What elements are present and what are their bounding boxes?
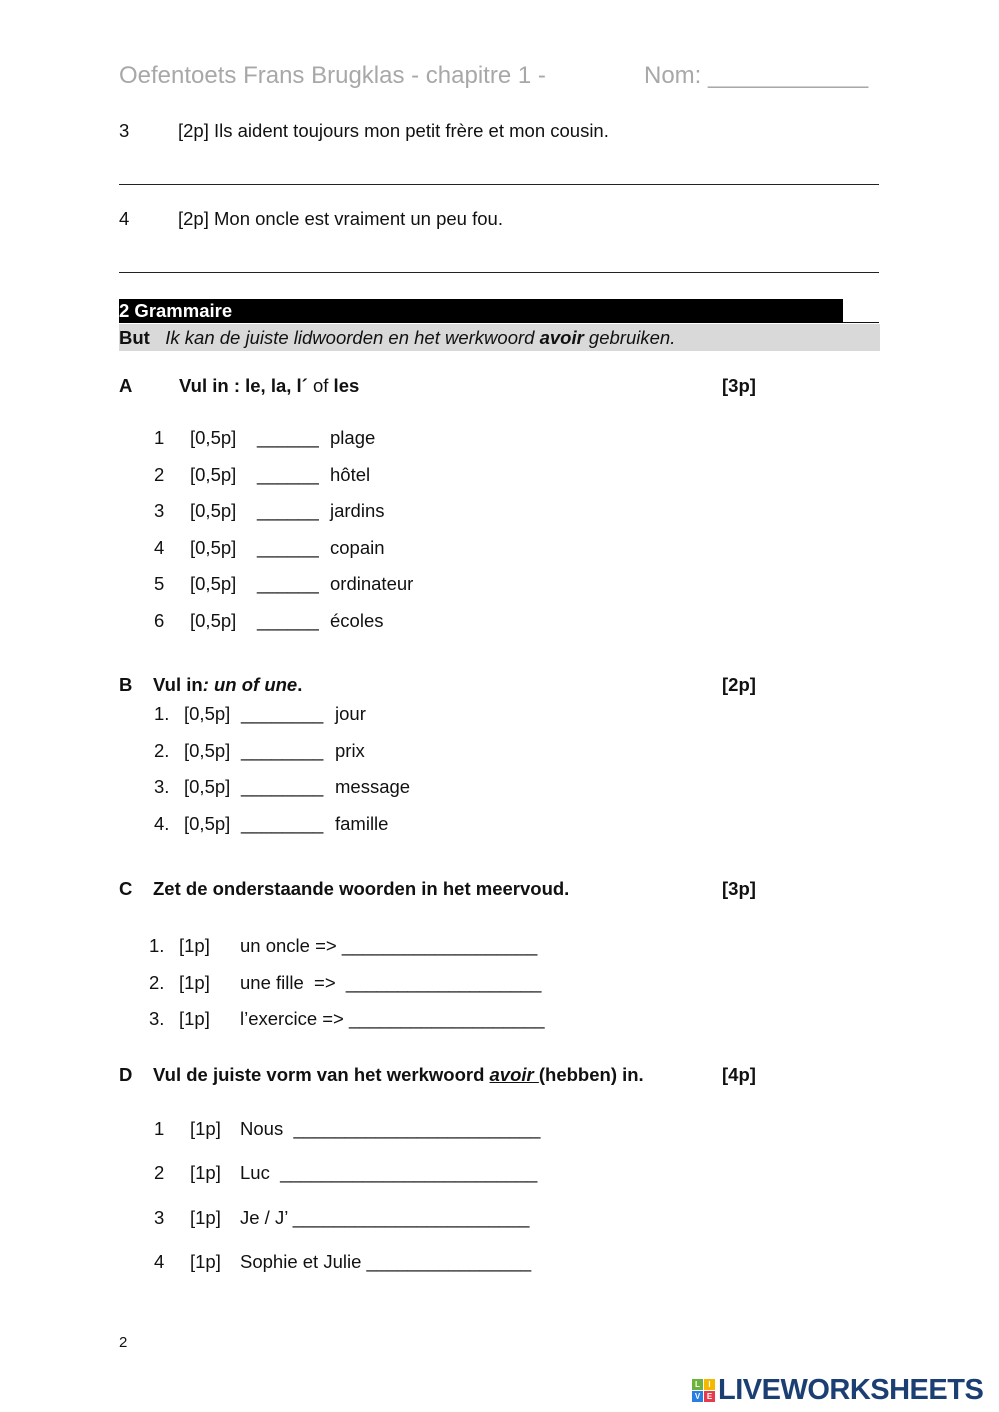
- item-points: [1p]: [179, 971, 210, 993]
- item-number: 2: [154, 1162, 165, 1184]
- question-text: [2p] Ils aident toujours mon petit frère et mon cousin.: [178, 120, 609, 141]
- logo-tiles-icon: [692, 1379, 715, 1402]
- item-word: jour: [335, 703, 366, 724]
- answer-blank: ______: [257, 573, 319, 595]
- learning-goal: [119, 324, 880, 351]
- exercise-title: Vul de juiste vorm van het werkwoord avoir (hebben) in.: [153, 1064, 644, 1085]
- item-answer: Sophie et Julie ________________: [240, 1250, 532, 1272]
- answer-line: [119, 272, 879, 273]
- item-number: 3.: [154, 776, 170, 797]
- exercise-points: [3p]: [722, 878, 756, 899]
- item-answer: Je / J’ _______________________: [240, 1206, 530, 1228]
- item-number: 5: [154, 573, 165, 595]
- item-answer: Luc _________________________: [240, 1162, 538, 1184]
- goal-text: Ik kan de juiste lidwoorden en het werkwoord: [165, 327, 540, 348]
- question-number: 4: [119, 208, 130, 229]
- answer-blank: ______: [257, 463, 319, 485]
- item-answer: Nous ________________________: [240, 1118, 541, 1139]
- item-number: 4.: [154, 812, 170, 834]
- goal-text-end: gebruiken.: [583, 327, 676, 348]
- item-number: 2: [154, 463, 165, 485]
- item-word: message: [335, 776, 411, 797]
- item-points: [1p]: [190, 1206, 221, 1228]
- item-answer: une fille => ___________________: [240, 971, 542, 993]
- item-points: [0,5p]: [184, 739, 231, 761]
- goal-verb: avoir: [539, 327, 584, 348]
- item-number: 4: [154, 536, 165, 558]
- answer-blank: ________: [241, 703, 324, 724]
- item-number: 4: [154, 1250, 165, 1272]
- exercise-points: [2p]: [722, 674, 756, 695]
- answer-blank: ______: [257, 610, 319, 631]
- divider: [843, 322, 879, 323]
- question-text: [2p] Mon oncle est vraiment un peu fou.: [178, 208, 503, 229]
- exercise-title: Vul in : le, la, l´ of les: [179, 375, 360, 396]
- logo-tile: E: [704, 1391, 715, 1402]
- item-number: 3: [154, 500, 165, 522]
- answer-blank: ________: [241, 739, 324, 761]
- item-number: 3: [154, 1206, 165, 1228]
- item-number: 2.: [154, 739, 170, 761]
- item-number: 1.: [149, 935, 165, 956]
- item-points: [0,5p]: [190, 536, 237, 558]
- answer-blank: ______: [257, 500, 319, 522]
- item-points: [0,5p]: [184, 812, 231, 834]
- item-number: 2.: [149, 971, 165, 993]
- item-word: famille: [335, 812, 389, 834]
- answer-blank: ________: [241, 776, 324, 797]
- item-number: 1: [154, 1118, 165, 1139]
- item-points: [0,5p]: [190, 610, 237, 631]
- item-points: [1p]: [179, 1008, 210, 1029]
- item-points: [0,5p]: [184, 703, 231, 724]
- question-number: 3: [119, 120, 130, 141]
- name-field-label: Nom: ____________: [644, 62, 869, 89]
- item-points: [0,5p]: [190, 500, 237, 522]
- exercise-letter: C: [119, 878, 133, 899]
- exercise-title: Vul in: un of une.: [153, 674, 303, 695]
- document-title: Oefentoets Frans Brugklas - chapitre 1 -: [119, 62, 546, 89]
- exercise-letter: A: [119, 375, 133, 396]
- item-answer: l’exercice => ___________________: [240, 1008, 545, 1029]
- section-header: [119, 299, 843, 323]
- item-points: [0,5p]: [190, 463, 237, 485]
- logo-tile: L: [692, 1379, 703, 1390]
- answer-line: [119, 184, 879, 185]
- item-points: [1p]: [190, 1118, 221, 1139]
- item-answer: un oncle => ___________________: [240, 935, 538, 956]
- item-number: 3.: [149, 1008, 165, 1029]
- exercise-letter: B: [119, 674, 133, 695]
- item-word: prix: [335, 739, 365, 761]
- answer-blank: ______: [257, 536, 319, 558]
- item-number: 1: [154, 427, 165, 448]
- item-points: [0,5p]: [190, 427, 237, 448]
- item-word: écoles: [330, 610, 384, 631]
- item-number: 1.: [154, 703, 170, 724]
- item-points: [0,5p]: [190, 573, 237, 595]
- logo-tile: I: [704, 1379, 715, 1390]
- item-word: jardins: [330, 500, 385, 522]
- answer-blank: ______: [257, 427, 319, 448]
- item-word: copain: [330, 536, 385, 558]
- item-points: [1p]: [190, 1162, 221, 1184]
- liveworksheets-logo: [692, 1374, 983, 1407]
- item-word: ordinateur: [330, 573, 414, 595]
- item-points: [1p]: [190, 1250, 221, 1272]
- exercise-points: [3p]: [722, 375, 756, 396]
- item-word: plage: [330, 427, 376, 448]
- answer-blank: ________: [241, 812, 324, 834]
- item-points: [1p]: [179, 935, 210, 956]
- item-number: 6: [154, 610, 165, 631]
- logo-text: LIVEWORKSHEETS: [718, 1374, 984, 1406]
- section-title: 2 Grammaire: [119, 300, 233, 321]
- page-number: 2: [119, 1334, 128, 1351]
- item-word: hôtel: [330, 463, 371, 485]
- exercise-letter: D: [119, 1064, 133, 1085]
- logo-tile: V: [692, 1391, 703, 1402]
- item-points: [0,5p]: [184, 776, 231, 797]
- goal-label: But: [119, 327, 150, 348]
- exercise-points: [4p]: [722, 1064, 756, 1085]
- exercise-title: Zet de onderstaande woorden in het meervoud.: [153, 878, 570, 899]
